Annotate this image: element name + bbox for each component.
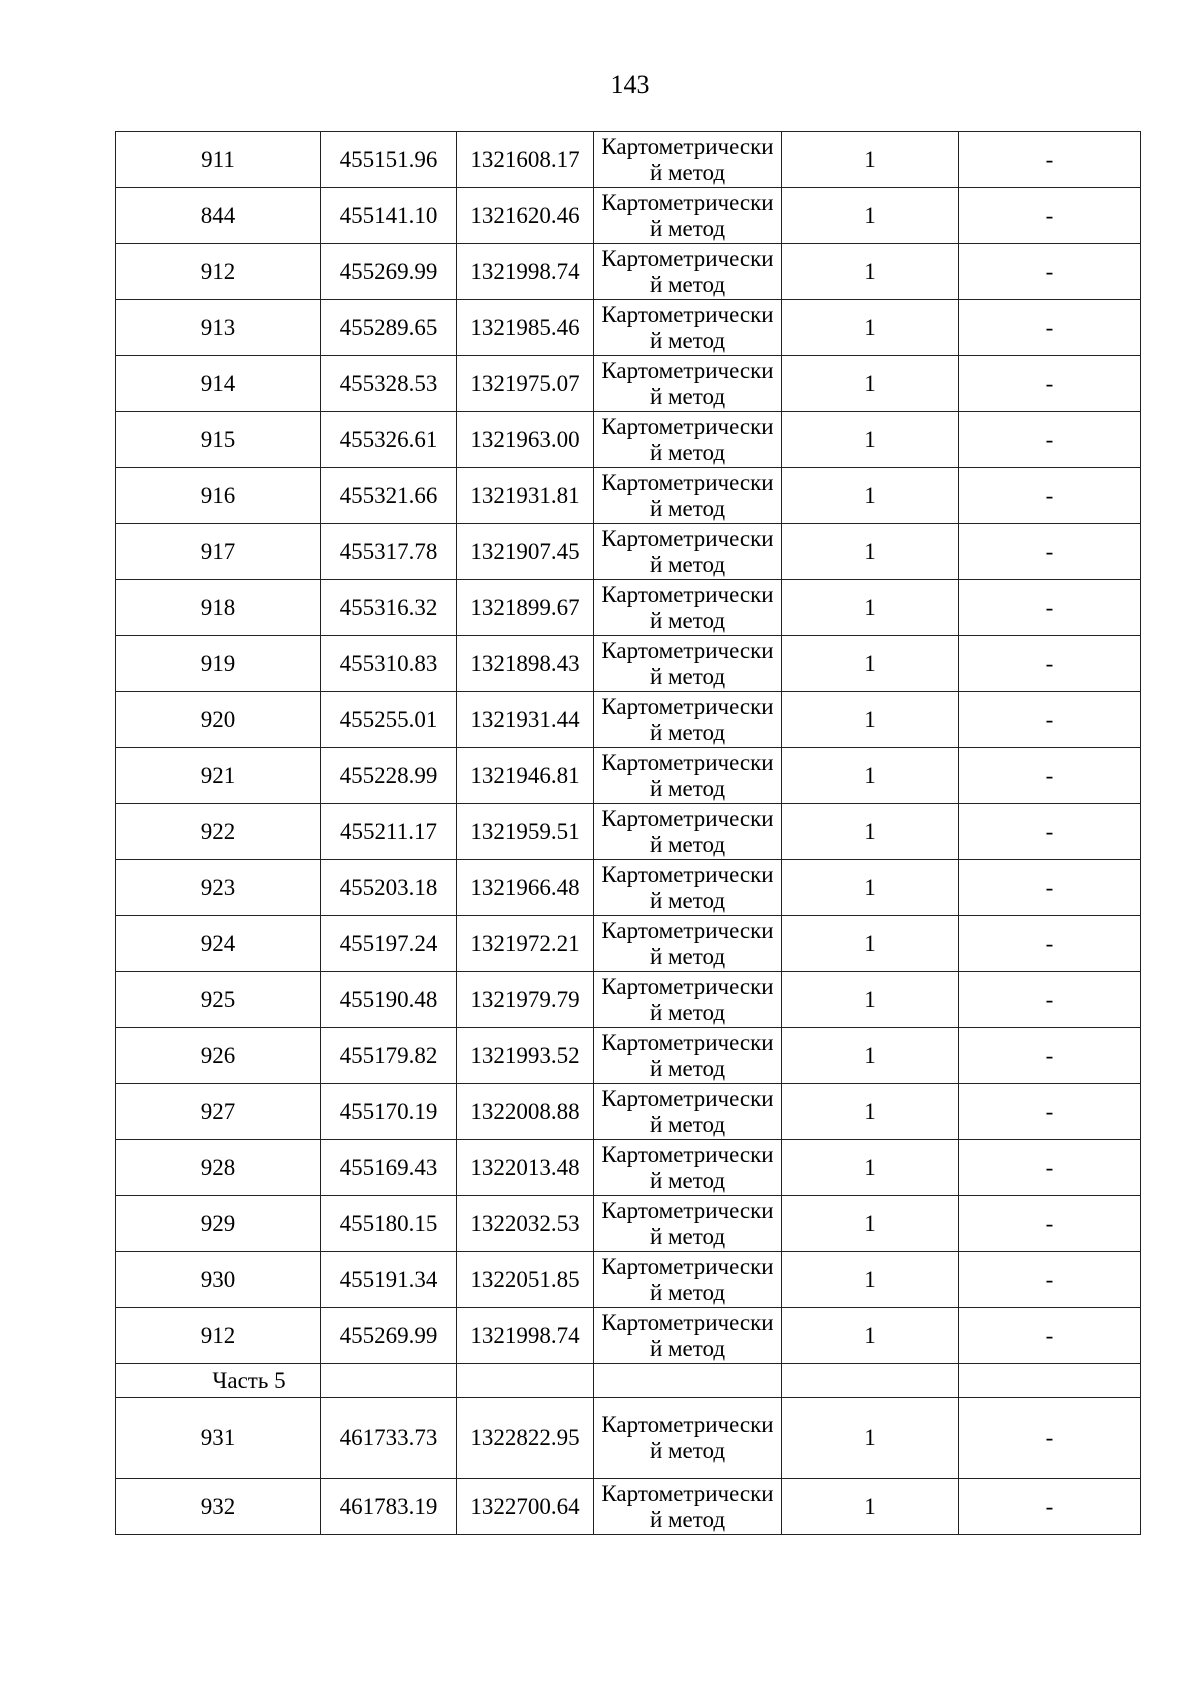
note-cell: - (959, 1252, 1141, 1308)
coordinates-table (115, 131, 1141, 1535)
note-cell: - (959, 1140, 1141, 1196)
method-line: Картометрически (601, 973, 774, 999)
note-cell: - (959, 1479, 1141, 1535)
method-line: Картометрически (601, 1029, 774, 1055)
table-row (116, 356, 1141, 412)
point-number-cell: 922 (116, 804, 321, 860)
point-number-cell: 929 (116, 1196, 321, 1252)
point-number-cell: 912 (116, 244, 321, 300)
empty-cell (782, 1364, 959, 1398)
x-coordinate-cell: 455141.10 (321, 188, 457, 244)
y-coordinate-cell: 1321966.48 (457, 860, 594, 916)
x-coordinate-cell: 455255.01 (321, 692, 457, 748)
method-line: й метод (649, 1279, 726, 1305)
method-line: Картометрически (601, 805, 774, 831)
method-line: й метод (649, 439, 726, 465)
y-coordinate-cell: 1321620.46 (457, 188, 594, 244)
method-line: й метод (649, 495, 726, 521)
note-cell: - (959, 188, 1141, 244)
table-row (116, 1196, 1141, 1252)
note-cell: - (959, 636, 1141, 692)
y-coordinate-cell: 1321907.45 (457, 524, 594, 580)
x-coordinate-cell: 455151.96 (321, 132, 457, 188)
method-line: й метод (649, 999, 726, 1025)
table-row (116, 580, 1141, 636)
empty-cell (457, 1364, 594, 1398)
y-coordinate-cell: 1321899.67 (457, 580, 594, 636)
table-row (116, 748, 1141, 804)
x-coordinate-cell: 455316.32 (321, 580, 457, 636)
method-line: й метод (649, 663, 726, 689)
accuracy-cell: 1 (782, 244, 959, 300)
accuracy-cell: 1 (782, 1028, 959, 1084)
method-line: Картометрически (601, 469, 774, 495)
x-coordinate-cell: 455328.53 (321, 356, 457, 412)
method-line: й метод (649, 943, 726, 969)
x-coordinate-cell: 455170.19 (321, 1084, 457, 1140)
table-row (116, 1140, 1141, 1196)
point-number-cell: 914 (116, 356, 321, 412)
point-number-cell: 919 (116, 636, 321, 692)
point-number-cell: 920 (116, 692, 321, 748)
accuracy-cell: 1 (782, 188, 959, 244)
method-line: й метод (649, 159, 726, 185)
note-cell: - (959, 132, 1141, 188)
point-number-cell: 913 (116, 300, 321, 356)
point-number-cell: 930 (116, 1252, 321, 1308)
point-number-cell: 921 (116, 748, 321, 804)
method-cell (594, 804, 782, 860)
method-line: Картометрически (601, 637, 774, 663)
accuracy-cell: 1 (782, 804, 959, 860)
accuracy-cell: 1 (782, 1084, 959, 1140)
section-label: Часть 5 (116, 1364, 321, 1398)
y-coordinate-cell: 1321959.51 (457, 804, 594, 860)
accuracy-cell: 1 (782, 1398, 959, 1479)
table-row (116, 524, 1141, 580)
y-coordinate-cell: 1321979.79 (457, 972, 594, 1028)
method-line: Картометрически (601, 1309, 774, 1335)
method-line: й метод (649, 383, 726, 409)
method-line: Картометрически (601, 245, 774, 271)
method-line: Картометрически (601, 1412, 774, 1437)
method-cell (594, 1196, 782, 1252)
point-number-cell: 844 (116, 188, 321, 244)
note-cell: - (959, 692, 1141, 748)
point-number-cell: 923 (116, 860, 321, 916)
method-line: Картометрически (601, 917, 774, 943)
table-row (116, 1252, 1141, 1308)
y-coordinate-cell: 1321998.74 (457, 244, 594, 300)
method-line: й метод (649, 215, 726, 241)
x-coordinate-cell: 455197.24 (321, 916, 457, 972)
y-coordinate-cell: 1321608.17 (457, 132, 594, 188)
note-cell: - (959, 972, 1141, 1028)
method-cell (594, 1252, 782, 1308)
x-coordinate-cell: 455180.15 (321, 1196, 457, 1252)
section-row (116, 1364, 1141, 1398)
x-coordinate-cell: 455326.61 (321, 412, 457, 468)
x-coordinate-cell: 461783.19 (321, 1479, 457, 1535)
table-row (116, 860, 1141, 916)
accuracy-cell: 1 (782, 1479, 959, 1535)
y-coordinate-cell: 1321975.07 (457, 356, 594, 412)
table-row (116, 804, 1141, 860)
accuracy-cell: 1 (782, 748, 959, 804)
table-row (116, 1479, 1141, 1535)
method-cell (594, 972, 782, 1028)
note-cell: - (959, 356, 1141, 412)
y-coordinate-cell: 1321898.43 (457, 636, 594, 692)
note-cell: - (959, 1308, 1141, 1364)
accuracy-cell: 1 (782, 468, 959, 524)
table-row (116, 1398, 1141, 1479)
accuracy-cell: 1 (782, 916, 959, 972)
note-cell: - (959, 1398, 1141, 1479)
y-coordinate-cell: 1321993.52 (457, 1028, 594, 1084)
method-cell (594, 300, 782, 356)
method-line: Картометрически (601, 1480, 774, 1506)
table-row (116, 188, 1141, 244)
note-cell: - (959, 748, 1141, 804)
method-line: й метод (649, 1167, 726, 1193)
method-cell (594, 524, 782, 580)
accuracy-cell: 1 (782, 1252, 959, 1308)
page-number: 143 (610, 70, 650, 99)
method-line: й метод (649, 775, 726, 801)
y-coordinate-cell: 1321931.81 (457, 468, 594, 524)
empty-cell (321, 1364, 457, 1398)
method-cell (594, 748, 782, 804)
x-coordinate-cell: 455269.99 (321, 244, 457, 300)
point-number-cell: 915 (116, 412, 321, 468)
point-number-cell: 931 (116, 1398, 321, 1479)
y-coordinate-cell: 1322822.95 (457, 1398, 594, 1479)
method-cell (594, 188, 782, 244)
x-coordinate-cell: 455321.66 (321, 468, 457, 524)
method-cell (594, 132, 782, 188)
note-cell: - (959, 412, 1141, 468)
method-line: Картометрически (601, 1085, 774, 1111)
empty-cell (959, 1364, 1141, 1398)
x-coordinate-cell: 455190.48 (321, 972, 457, 1028)
table-row (116, 132, 1141, 188)
x-coordinate-cell: 455310.83 (321, 636, 457, 692)
note-cell: - (959, 916, 1141, 972)
method-line: Картометрически (601, 357, 774, 383)
point-number-cell: 925 (116, 972, 321, 1028)
accuracy-cell: 1 (782, 636, 959, 692)
method-line: Картометрически (601, 1197, 774, 1223)
x-coordinate-cell: 461733.73 (321, 1398, 457, 1479)
note-cell: - (959, 804, 1141, 860)
accuracy-cell: 1 (782, 412, 959, 468)
point-number-cell: 926 (116, 1028, 321, 1084)
accuracy-cell: 1 (782, 132, 959, 188)
method-cell (594, 580, 782, 636)
method-cell (594, 860, 782, 916)
note-cell: - (959, 1028, 1141, 1084)
method-line: й метод (649, 607, 726, 633)
note-cell: - (959, 860, 1141, 916)
y-coordinate-cell: 1321963.00 (457, 412, 594, 468)
y-coordinate-cell: 1322013.48 (457, 1140, 594, 1196)
method-line: й метод (649, 1506, 726, 1532)
method-cell (594, 468, 782, 524)
method-line: й метод (649, 887, 726, 913)
coordinates-table-body (116, 132, 1141, 1535)
table-row (116, 972, 1141, 1028)
note-cell: - (959, 1196, 1141, 1252)
method-line: й метод (649, 1111, 726, 1137)
accuracy-cell: 1 (782, 1196, 959, 1252)
method-line: Картометрически (601, 1253, 774, 1279)
method-cell (594, 692, 782, 748)
method-line: Картометрически (601, 301, 774, 327)
point-number-cell: 911 (116, 132, 321, 188)
method-cell (594, 1479, 782, 1535)
method-line: Картометрически (601, 189, 774, 215)
method-cell (594, 1140, 782, 1196)
y-coordinate-cell: 1321998.74 (457, 1308, 594, 1364)
y-coordinate-cell: 1322700.64 (457, 1479, 594, 1535)
x-coordinate-cell: 455203.18 (321, 860, 457, 916)
x-coordinate-cell: 455191.34 (321, 1252, 457, 1308)
y-coordinate-cell: 1321985.46 (457, 300, 594, 356)
method-cell (594, 1084, 782, 1140)
method-line: й метод (649, 1335, 726, 1361)
x-coordinate-cell: 455211.17 (321, 804, 457, 860)
accuracy-cell: 1 (782, 356, 959, 412)
point-number-cell: 918 (116, 580, 321, 636)
point-number-cell: 924 (116, 916, 321, 972)
x-coordinate-cell: 455179.82 (321, 1028, 457, 1084)
method-cell (594, 244, 782, 300)
note-cell: - (959, 244, 1141, 300)
x-coordinate-cell: 455289.65 (321, 300, 457, 356)
point-number-cell: 917 (116, 524, 321, 580)
table-row (116, 1028, 1141, 1084)
method-line: й метод (649, 1223, 726, 1249)
point-number-cell: 916 (116, 468, 321, 524)
y-coordinate-cell: 1322032.53 (457, 1196, 594, 1252)
accuracy-cell: 1 (782, 1140, 959, 1196)
y-coordinate-cell: 1322008.88 (457, 1084, 594, 1140)
accuracy-cell: 1 (782, 860, 959, 916)
method-line: й метод (649, 1055, 726, 1081)
empty-cell (594, 1364, 782, 1398)
method-line: Картометрически (601, 693, 774, 719)
point-number-cell: 927 (116, 1084, 321, 1140)
note-cell: - (959, 580, 1141, 636)
note-cell: - (959, 300, 1141, 356)
point-number-cell: 928 (116, 1140, 321, 1196)
x-coordinate-cell: 455228.99 (321, 748, 457, 804)
method-line: Картометрически (601, 525, 774, 551)
table-row (116, 916, 1141, 972)
table-row (116, 1084, 1141, 1140)
method-cell (594, 636, 782, 692)
table-row (116, 1308, 1141, 1364)
accuracy-cell: 1 (782, 300, 959, 356)
method-cell (594, 1028, 782, 1084)
note-cell: - (959, 468, 1141, 524)
accuracy-cell: 1 (782, 1308, 959, 1364)
x-coordinate-cell: 455317.78 (321, 524, 457, 580)
method-line: Картометрически (601, 861, 774, 887)
x-coordinate-cell: 455169.43 (321, 1140, 457, 1196)
y-coordinate-cell: 1321972.21 (457, 916, 594, 972)
method-line: й метод (649, 327, 726, 353)
method-line: й метод (649, 719, 726, 745)
method-line: й метод (649, 1438, 726, 1463)
table-row (116, 692, 1141, 748)
method-cell (594, 916, 782, 972)
method-cell (594, 1308, 782, 1364)
y-coordinate-cell: 1321946.81 (457, 748, 594, 804)
method-line: й метод (649, 551, 726, 577)
point-number-cell: 912 (116, 1308, 321, 1364)
method-line: Картометрически (601, 581, 774, 607)
method-cell (594, 1398, 782, 1479)
method-line: й метод (649, 831, 726, 857)
point-number-cell: 932 (116, 1479, 321, 1535)
note-cell: - (959, 524, 1141, 580)
y-coordinate-cell: 1321931.44 (457, 692, 594, 748)
table-row (116, 468, 1141, 524)
table-row (116, 412, 1141, 468)
method-cell (594, 356, 782, 412)
accuracy-cell: 1 (782, 972, 959, 1028)
method-line: Картометрически (601, 413, 774, 439)
method-cell (594, 412, 782, 468)
x-coordinate-cell: 455269.99 (321, 1308, 457, 1364)
table-row (116, 244, 1141, 300)
accuracy-cell: 1 (782, 692, 959, 748)
note-cell: - (959, 1084, 1141, 1140)
method-line: Картометрически (601, 133, 774, 159)
method-line: Картометрически (601, 1141, 774, 1167)
accuracy-cell: 1 (782, 524, 959, 580)
method-line: Картометрически (601, 749, 774, 775)
table-row (116, 300, 1141, 356)
y-coordinate-cell: 1322051.85 (457, 1252, 594, 1308)
accuracy-cell: 1 (782, 580, 959, 636)
method-line: й метод (649, 271, 726, 297)
table-row (116, 636, 1141, 692)
